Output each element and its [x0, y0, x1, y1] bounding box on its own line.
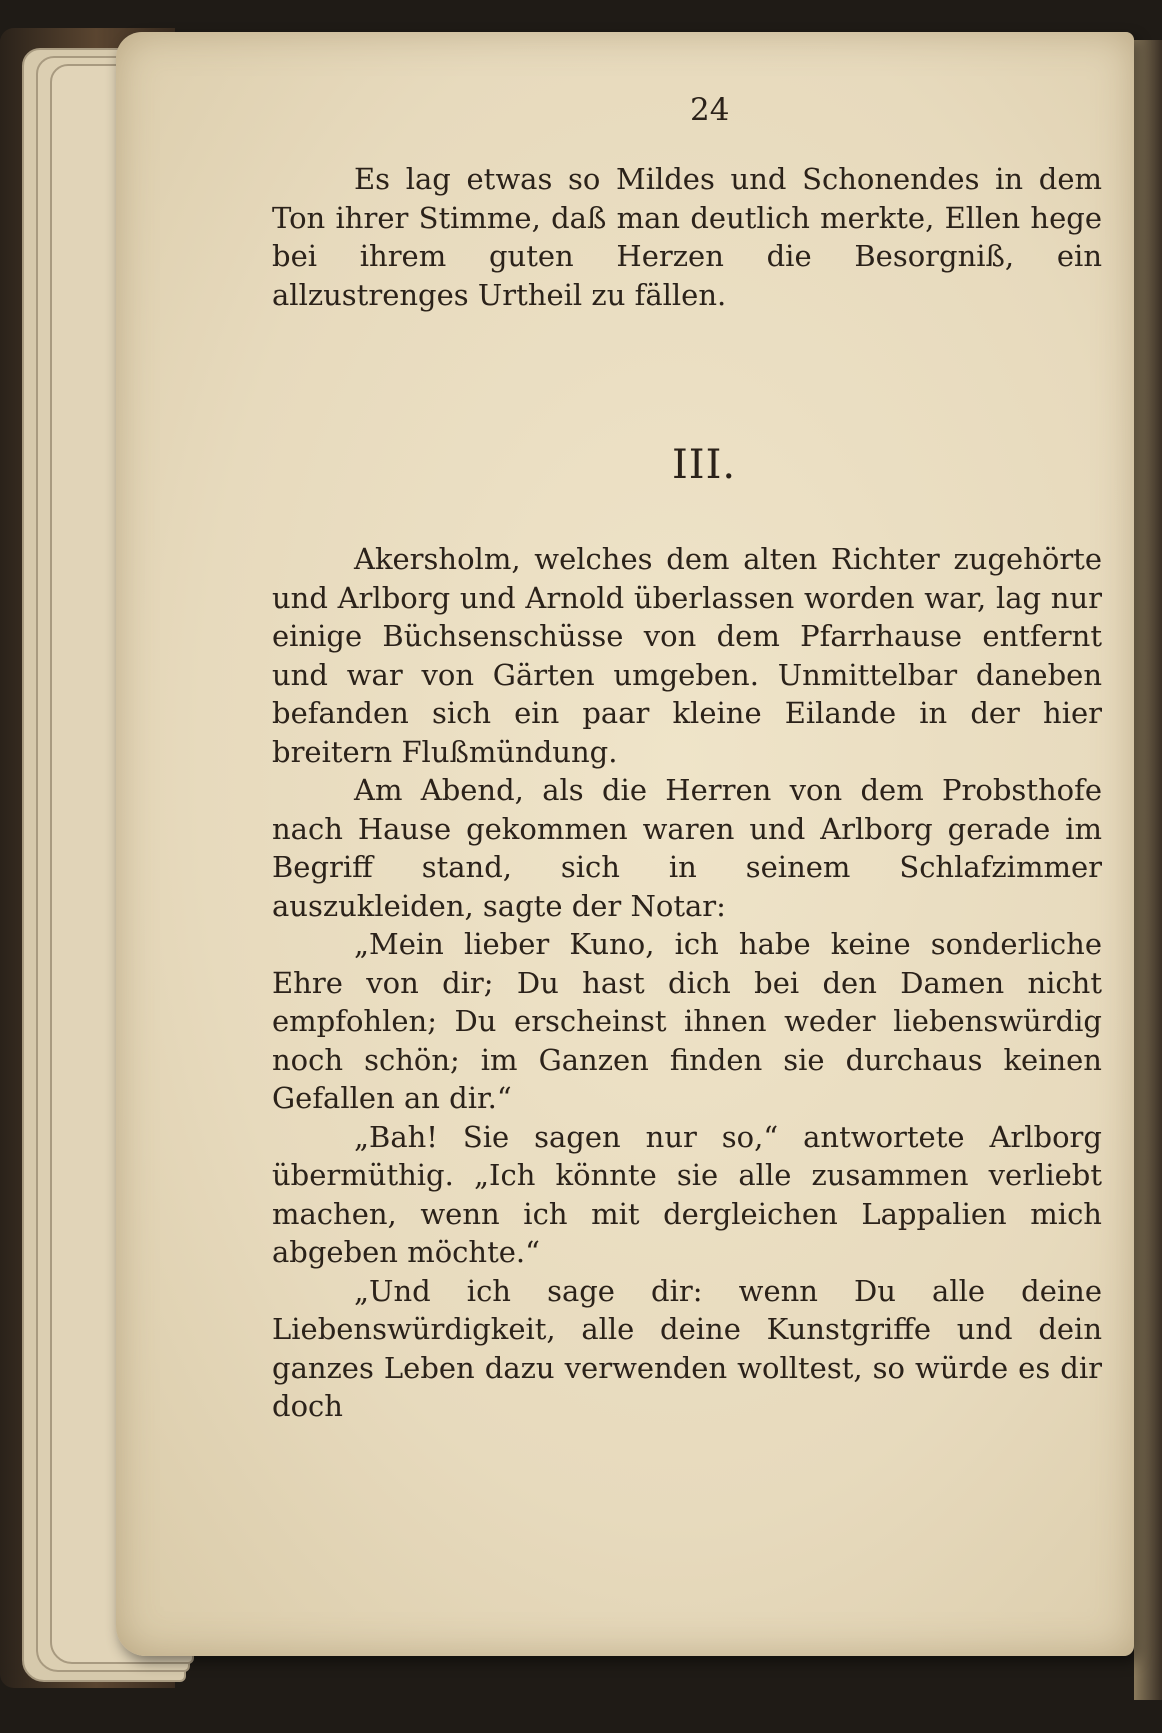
page-number: 24	[690, 92, 730, 128]
paragraph: „Bah! Sie sagen nur so,“ antwortete Arlborg übermüthig. „Ich könnte sie alle zusammen verliebt machen, wenn ich mit dergleichen Lappalien mich abgeben möchte.“	[272, 1119, 1102, 1269]
paragraph: „Und ich sage dir: wenn Du alle deine Liebenswürdigkeit, alle deine Kunstgriffe und dein ganzes Leben dazu verwenden wolltest, so würde es dir doch	[272, 1273, 1102, 1423]
chapter-heading: III.	[672, 442, 737, 488]
paragraph: „Mein lieber Kuno, ich habe keine sonderliche Ehre von dir; Du hast dich bei den Damen nicht empfohlen; Du erscheinst ihnen weder liebenswürdig noch schön; im Ganzen finden sie durchaus keinen Gefallen an dir.“	[272, 927, 1102, 1115]
top-paragraph-block	[272, 160, 1102, 314]
paragraph: Akersholm, welches dem alten Richter zugehörte und Arlborg und Arnold überlassen worden war, lag nur einige Büchsenschüsse von dem Pfarrhause entfernt und war von Gärten umgeben. Unmittelbar daneben befanden sich ein paar kleine Eilande in der hier breitern Flußmündung.	[272, 542, 1102, 769]
paragraph: Am Abend, als die Herren von dem Probsthofe nach Hause gekommen waren und Arlborg gerade im Begriff stand, sich in seinem Schlafzimmer auszukleiden, sagte der Notar:	[272, 773, 1102, 923]
chapter-body	[272, 540, 1102, 1426]
top-paragraph: Es lag etwas so Mildes und Schonendes in dem Ton ihrer Stimme, daß man deutlich merkte, Ellen hege bei ihrem guten Herzen die Besorgniß, ein allzustrenges Urtheil zu fällen.	[272, 162, 1102, 312]
book-spine-shadow	[1134, 40, 1162, 1700]
